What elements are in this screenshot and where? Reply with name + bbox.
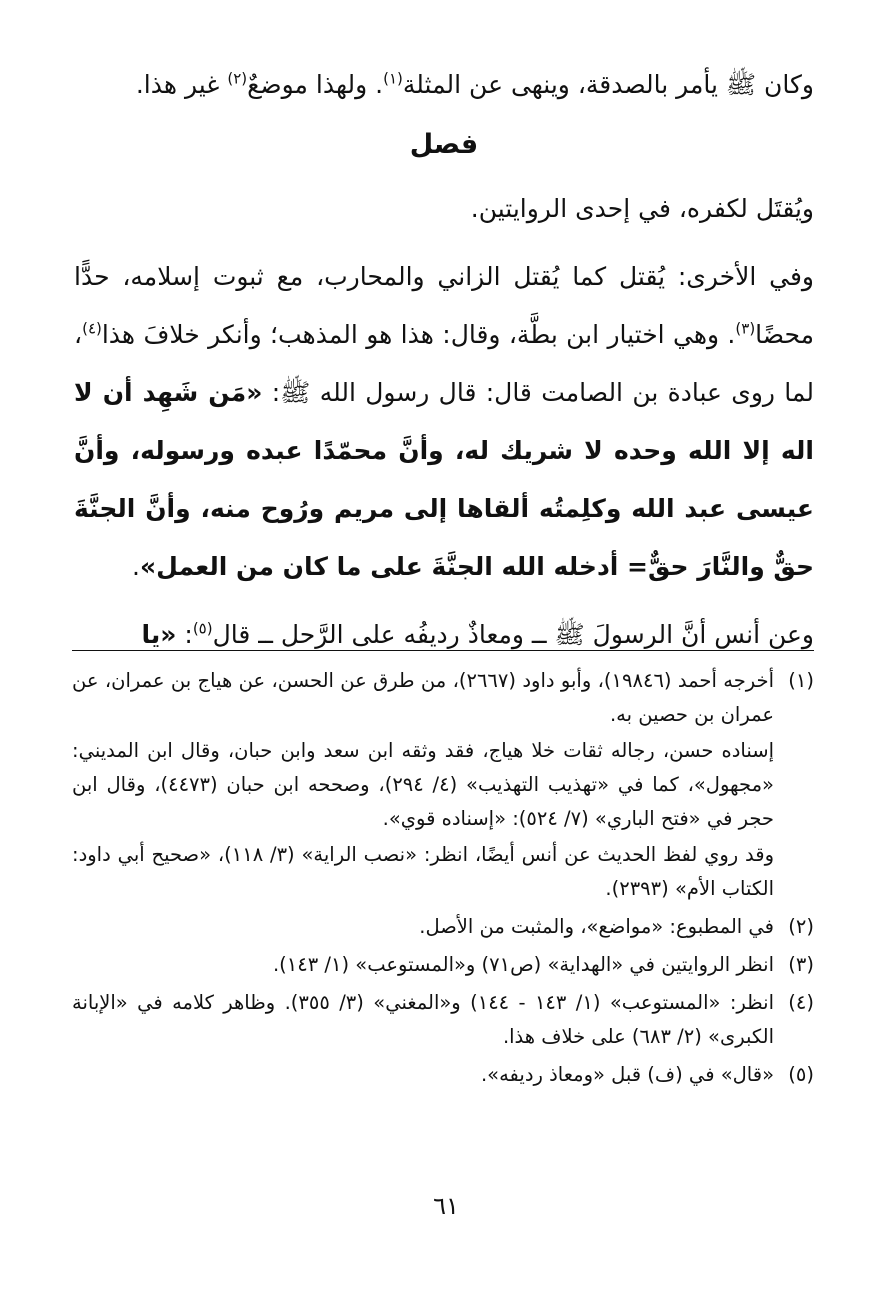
- paragraph-text: :: [176, 620, 193, 649]
- paragraph-text: ، لما روى عبادة بن الصامت قال: قال رسول الله ﷺ:: [74, 320, 814, 407]
- footnote-number: (١): [788, 669, 814, 692]
- footnote-body: [72, 1058, 774, 1092]
- paragraph-anas-narration: [74, 606, 814, 664]
- footnote-body: [72, 910, 774, 944]
- footnote-body: [72, 986, 774, 1054]
- opening-text-middle: . ولهذا موضعٌ: [247, 70, 384, 99]
- hadith-quote-start: «يا: [141, 620, 177, 649]
- page-number: ٦١: [433, 1192, 459, 1220]
- footnote-ref-2[interactable]: (٢): [227, 69, 248, 88]
- footnote-text: «قال» في (ف) قبل «ومعاذ رديفه».: [480, 1063, 774, 1086]
- footnote-number: (٤): [788, 991, 814, 1014]
- opening-text: وكان ﷺ يأمر بالصدقة، وينهى عن المثلة: [402, 70, 814, 99]
- paragraph-first-narration: ويُقتَل لكفره، في إحدى الروايتين.: [470, 194, 814, 223]
- footnote-text: إسناده حسن، رجاله ثقات خلا هياج، فقد وثقه ابن سعد وابن حبان، وقال ابن المديني: «مجهول»، كما في «تهذيب التهذيب» (٤/ ٢٩٤)، وصححه ابن حبان (٤٤٧٣)، وقال ابن حجر في «فتح الباري» (٧/ ٥٢٤): «إسناده قوي».: [72, 739, 774, 830]
- main-text: [74, 56, 814, 664]
- footnote-number: (٢): [788, 915, 814, 938]
- hadith-quote: «مَن شَهِد أن لا اله إلا الله وحده لا شريك له، وأنَّ محمّدًا عبده ورسوله، وأنَّ عيسى عبد الله وكلِمتُه ألقاها إلى مريم ورُوح منه، وأنَّ الجنَّةَ حقٌّ والنَّارَ حقٌّ= أدخله الله الجنَّةَ على ما كان من العمل»: [74, 378, 814, 581]
- opening-line: [74, 56, 814, 114]
- footnote-1: [72, 664, 814, 906]
- footnote-text: انظر: «المستوعب» (١/ ١٤٣ - ١٤٤) و«المغني» (٣/ ٣٥٥). وظاهر كلامه في «الإبانة الكبرى» (٢/ ٦٨٣) على خلاف هذا.: [72, 991, 775, 1048]
- footnote-divider: [72, 650, 814, 651]
- footnote-ref-1[interactable]: (١): [383, 69, 403, 88]
- paragraph-text: .: [132, 552, 140, 581]
- footnote-2: [72, 910, 814, 944]
- footnote-ref-4[interactable]: (٤): [82, 319, 102, 338]
- footnote-text: انظر الروايتين في «الهداية» (ص٧١) و«المستوعب» (١/ ١٤٣).: [272, 953, 774, 976]
- footnotes-section: [72, 664, 814, 1096]
- footnote-text: أخرجه أحمد (١٩٨٤٦)، وأبو داود (٢٦٦٧)، من طرق عن الحسن، عن هياج بن عمران، عن عمران بن حصين به.: [72, 669, 774, 726]
- footnote-body: [72, 948, 774, 982]
- footnote-text: وقد روي لفظ الحديث عن أنس أيضًا، انظر: «نصب الراية» (٣/ ١١٨)، «صحيح أبي داود: الكتاب الأم» (٢٣٩٣).: [72, 843, 774, 900]
- footnote-5: [72, 1058, 814, 1092]
- paragraph-text: وفي الأخرى: يُقتل كما يُقتل الزاني والمحارب، مع ثبوت إسلامه، حدًّا محضًا: [74, 262, 814, 349]
- paragraph-second-narration: [74, 248, 814, 596]
- footnote-body: [72, 664, 774, 906]
- footnote-text: في المطبوع: «مواضع»، والمثبت من الأصل.: [419, 915, 774, 938]
- footnote-ref-5[interactable]: (٥): [192, 619, 213, 638]
- footnote-3: [72, 948, 814, 982]
- footnote-number: (٥): [788, 1063, 814, 1086]
- footnote-number: (٣): [788, 953, 814, 976]
- footnote-ref-3[interactable]: (٣): [735, 319, 756, 338]
- opening-text-end: غير هذا.: [135, 70, 228, 99]
- paragraph-text: وعن أنس أنَّ الرسولَ ﷺ ــ ومعاذٌ رديفُه على الرَّحل ــ قال: [212, 620, 814, 649]
- section-heading: فصل: [409, 129, 479, 160]
- footnote-4: [72, 986, 814, 1054]
- paragraph-text: . وهي اختيار ابن بطَّة، وقال: هذا هو المذهب؛ وأنكر خلافَ هذا: [101, 320, 736, 349]
